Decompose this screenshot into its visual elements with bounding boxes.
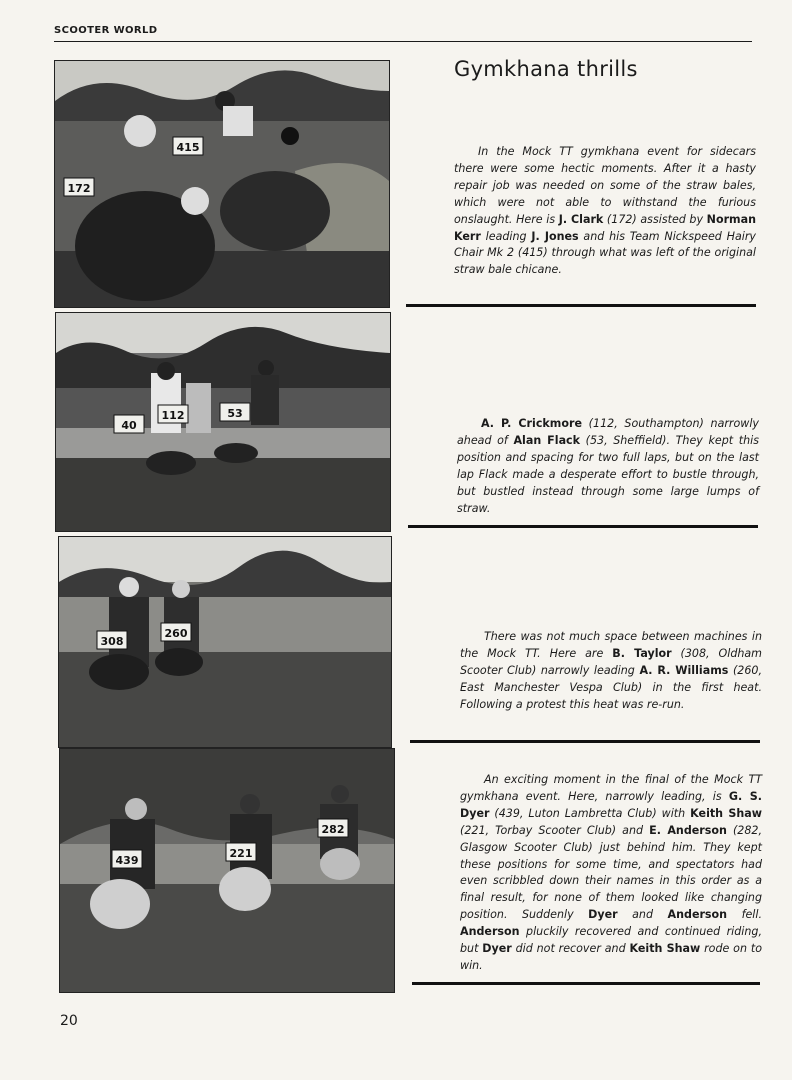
photo-sidecars bbox=[54, 60, 390, 308]
caption-text: rode on to win. bbox=[460, 942, 762, 972]
caption-text: pluckily recovered and continued riding, but bbox=[460, 925, 762, 956]
caption-dyer-shaw-anderson bbox=[460, 772, 762, 975]
caption-text: In the Mock TT gymkhana event for sidecars there were some hectic moments. After it a hasty repair job was needed on some of the straw bales, which were not able to withstand the furious onslaught. Here is bbox=[454, 145, 756, 226]
race-number: 53 bbox=[227, 407, 243, 420]
race-number: 260 bbox=[164, 627, 188, 640]
caption-name: Alan Flack bbox=[513, 433, 581, 447]
page-number: 20 bbox=[60, 1013, 78, 1029]
caption-rule-4 bbox=[412, 982, 760, 985]
caption-sidecars bbox=[454, 144, 756, 279]
photo-112-and-53 bbox=[55, 312, 391, 532]
race-number: 112 bbox=[161, 409, 185, 422]
race-number: 282 bbox=[321, 823, 345, 836]
caption-text: did not recover and bbox=[511, 942, 630, 956]
caption-name: Keith Shaw bbox=[690, 806, 762, 820]
caption-text: (260, East Manchester Vespa Club) in the first heat. Following a protest this heat was re-run. bbox=[460, 663, 762, 711]
caption-text: (282, Glasgow Scooter Club) just behind him. They kept these positions for some time, and spectators had even scribbled down their names in this order as a final result, for none of them looked like changing position. Suddenly bbox=[460, 823, 762, 922]
caption-name: G. S. Dyer bbox=[460, 789, 763, 820]
caption-rule-1 bbox=[406, 304, 756, 307]
caption-text: (112, Southampton) narrowly ahead of bbox=[457, 417, 759, 447]
caption-name: Keith Shaw bbox=[629, 942, 701, 956]
race-number: 308 bbox=[100, 635, 124, 648]
article-title: Gymkhana thrills bbox=[454, 57, 638, 81]
caption-name: Norman Kerr bbox=[454, 212, 756, 243]
caption-name: B. Taylor bbox=[612, 646, 672, 660]
caption-text: and his Team Nickspeed Hairy Chair Mk 2 (415) through what was left of the original straw bale chicane. bbox=[454, 229, 756, 277]
caption-name: E. Anderson bbox=[649, 823, 727, 837]
caption-name: J. Clark bbox=[558, 212, 604, 226]
caption-name: A. R. Williams bbox=[639, 663, 729, 677]
photo-final-mock-tt bbox=[59, 748, 395, 993]
caption-name: Anderson bbox=[460, 925, 520, 939]
caption-name: A. P. Crickmore bbox=[481, 417, 582, 430]
caption-text: An exciting moment in the final of the Mock TT gymkhana event. Here, narrowly leading, is bbox=[460, 773, 762, 803]
caption-taylor-williams bbox=[460, 629, 762, 714]
caption-crickmore-flack bbox=[457, 416, 759, 517]
caption-text: (53, Sheffield). They kept this position and spacing for two full laps, but on the last lap Flack made a desperate effort to bustle through, but bustled instead through some large lumps of straw. bbox=[457, 433, 759, 515]
race-number: 40 bbox=[121, 419, 137, 432]
race-number: 172 bbox=[67, 182, 91, 195]
caption-text: There was not much space between machines in the Mock TT. Here are bbox=[460, 630, 762, 660]
caption-text: (172) assisted by bbox=[603, 212, 707, 226]
caption-name: J. Jones bbox=[531, 229, 579, 243]
photo-308-and-260 bbox=[58, 536, 392, 748]
caption-text: leading bbox=[480, 229, 532, 243]
caption-rule-3 bbox=[410, 740, 760, 743]
race-number: 415 bbox=[176, 141, 200, 154]
caption-text: (221, Torbay Scooter Club) and bbox=[460, 823, 650, 837]
caption-text: and bbox=[617, 908, 668, 922]
caption-text: (439, Luton Lambretta Club) with bbox=[489, 806, 691, 820]
caption-text: fell. bbox=[727, 908, 762, 922]
race-number: 221 bbox=[229, 847, 253, 860]
caption-rule-2 bbox=[408, 525, 758, 528]
running-head: SCOOTER WORLD bbox=[54, 25, 158, 36]
header-rule bbox=[54, 41, 752, 42]
race-number: 439 bbox=[115, 854, 139, 867]
caption-text: (308, Oldham Scooter Club) narrowly leading bbox=[460, 646, 762, 677]
caption-name: Anderson bbox=[667, 908, 728, 922]
caption-name: Dyer bbox=[482, 942, 512, 956]
caption-name: Dyer bbox=[588, 908, 618, 922]
